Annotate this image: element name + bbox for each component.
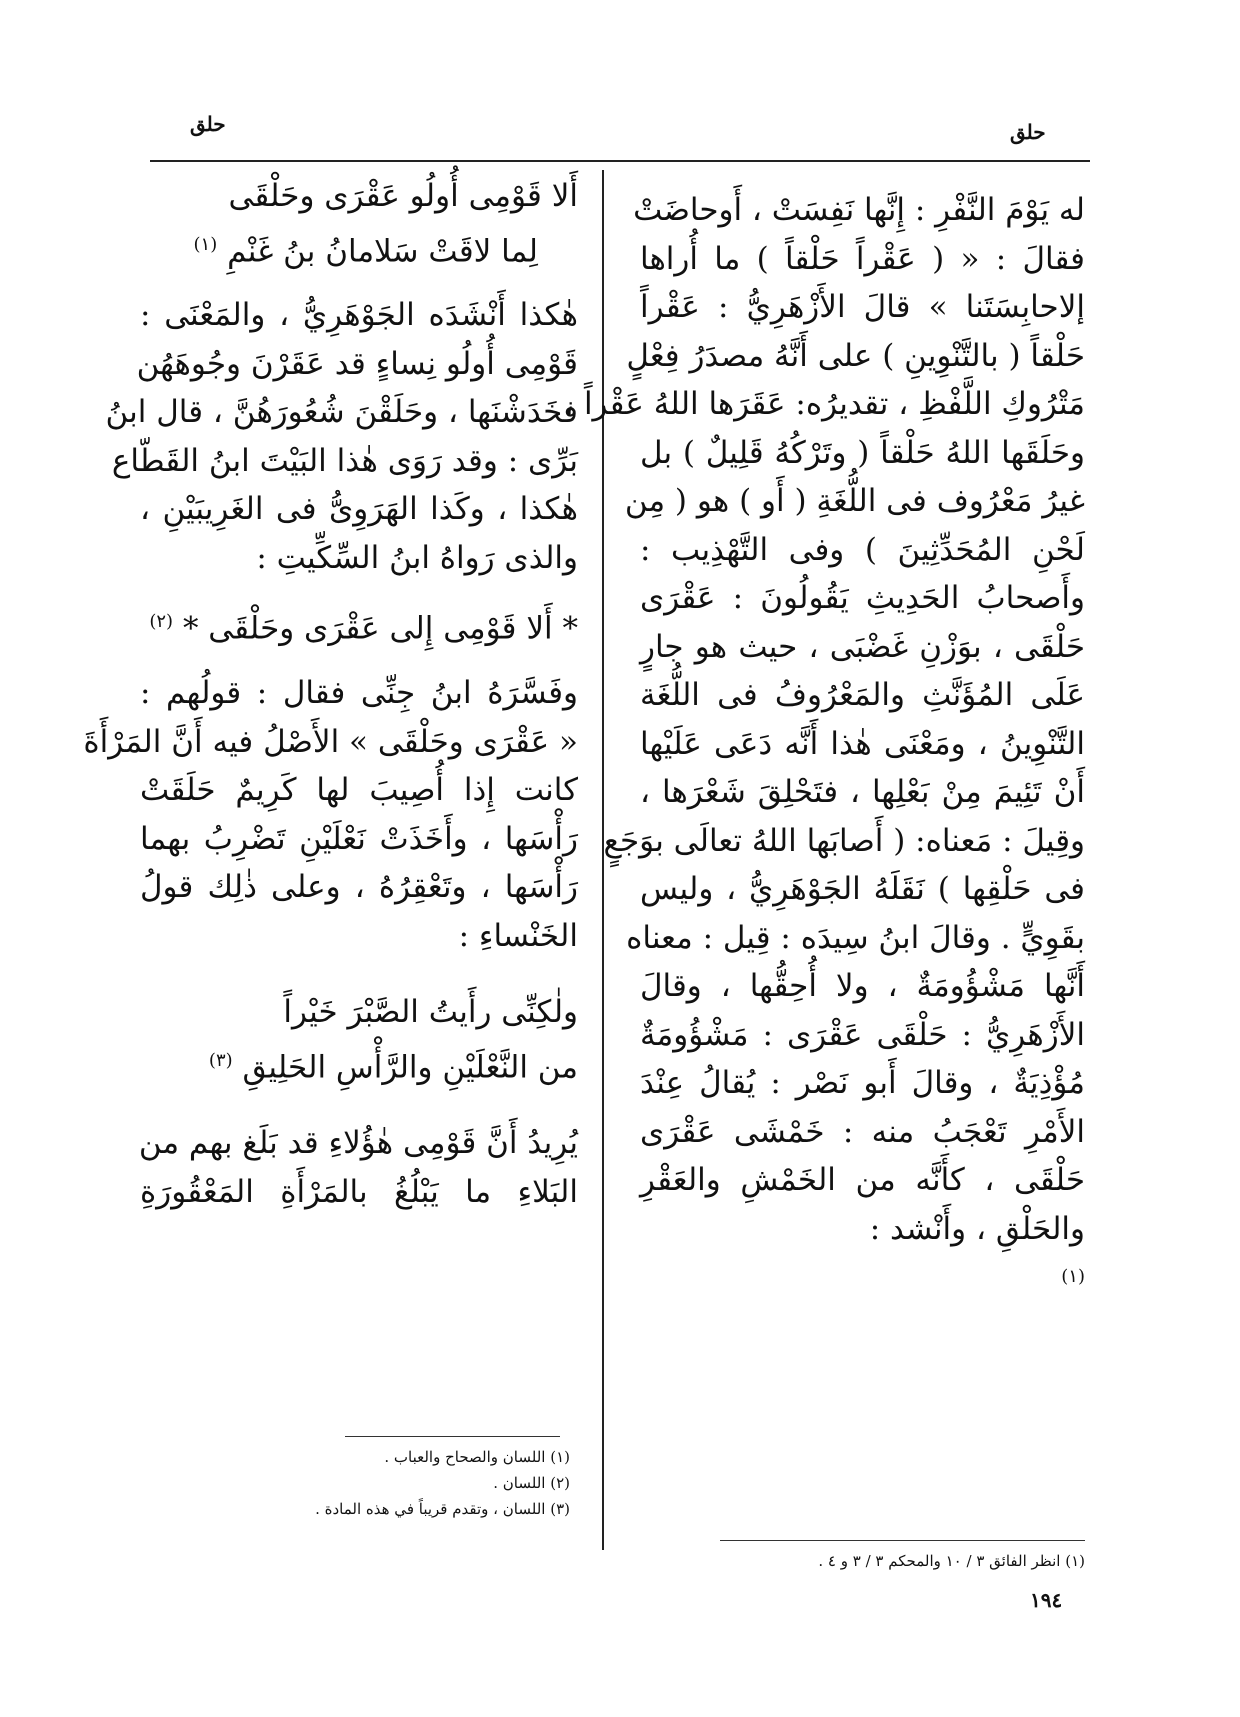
text-line: حَلْقَى ، كأَنَّه من الخَمْشِ والعَقْرِ	[640, 1162, 1085, 1198]
verse-text: من النَّعْلَيْنِ والرَّأْسِ الحَلِيقِ	[242, 1048, 578, 1085]
verse-line: أَلا قَوْمِى أُولُو عَقْرَى وحَلْقَى	[228, 178, 578, 214]
text-line: بَرِّى : وقد رَوَى هٰذا البَيْتَ ابنُ القَطّاع	[111, 442, 578, 479]
text-line: وأَصحابُ الحَدِيثِ يَقُولُونَ : عَقْرَى	[640, 580, 1085, 616]
verse-line	[140, 221, 578, 276]
spacer	[140, 582, 578, 598]
footnote-mark: (٢)	[149, 611, 174, 633]
text-line: البَلاءِ ما يَبْلُغُ بالمَرْأَةِ المَعْقُورَةِ	[140, 1173, 578, 1210]
text-line: فخَدَشْنَها ، وحَلَقْنَ شُعُورَهُنَّ ، قال ابنُ	[105, 394, 578, 431]
verse-line	[140, 1037, 578, 1092]
header-word-left: حلق	[190, 112, 226, 136]
spacer	[140, 275, 578, 291]
text-line: إلاحابِسَتَنا » قالَ الأَزْهَرِيُّ : عَقْراً	[640, 289, 1085, 325]
text-line: الخَنْساءِ :	[458, 917, 578, 954]
text-line: وحَلَقَها اللهُ حَلْقاً ( وتَرْكُهُ قَلِيلٌ ) بل	[640, 434, 1085, 471]
text-line: هٰكذا أَنْشَدَه الجَوْهَرِيُّ ، والمَعْنَى :	[140, 297, 578, 334]
text-line: غيرُ مَعْرُوف فى اللُّغَةِ ( أَو ) هو ( مِن	[624, 483, 1085, 519]
text-line: بقَوِيٍّ . وقالَ ابنُ سِيدَه : قِيل : معناه	[626, 919, 1085, 956]
footnote-rule-right	[720, 1540, 1085, 1541]
text-line: فى حَلْقِها ) نَقَلَهُ الجَوْهَرِيُّ ، وليس	[640, 871, 1085, 907]
footnote: (١) اللسان والصحاح والعباب .	[384, 1448, 570, 1466]
text-line: هٰكذا ، وكَذا الهَرَوِىُّ فى الغَرِيبَيْنِ ،	[140, 491, 578, 528]
verse-line: ولٰكِنِّى رأَيتُ الصَّبْرَ خَيْراً	[283, 994, 578, 1031]
verse-line	[140, 598, 578, 653]
page-number: ١٩٤	[1030, 1588, 1063, 1612]
footnote: (٢) اللسان .	[493, 1474, 570, 1492]
footnote: (١) انظر الفائق ٣ / ١٠ والمحكم ٣ / ٣ و ٤ .	[818, 1552, 1085, 1570]
right-column	[564, 186, 1085, 1308]
verse-text: * أَلا قَوْمِى إِلى عَقْرَى وحَلْقَى *	[182, 610, 578, 647]
header-word-right: حلق	[1010, 120, 1046, 144]
footnote-rule-left	[345, 1436, 560, 1437]
text-line	[640, 962, 1085, 1011]
text-line: له يَوْمَ النَّفْرِ : إِنَّها نَفِسَتْ ، أَوحاضَتْ	[633, 192, 1085, 228]
text-line: وقِيلَ : مَعناه: ( أَصابَها اللهُ تعالَى بوَجَعٍ	[603, 822, 1085, 859]
text-line: أَنْ تَئِيمَ مِنْ بَعْلِها ، فتَحْلِقَ شَعْرَها ،	[640, 774, 1085, 810]
text-line: عَلَى المُؤَنَّثِ والمَعْرُوفُ فى اللُّغَة	[640, 677, 1085, 713]
text-line: مَتْرُوكِ اللَّفْظِ ، تقديرُه: عَقَرَها اللهُ عَقْراً ،	[564, 386, 1085, 422]
text-line: حَلْقاً ( بالتَّنْوِينِ ) على أَنَّهُ مصدَرُ فِعْلٍ	[626, 337, 1085, 374]
footnote-mark: (١)	[1061, 1266, 1085, 1287]
text-line: والذى رَواهُ ابنُ السِّكِّيتِ :	[256, 539, 578, 576]
footnote: (٣) اللسان ، وتقدم قريباً في هذه المادة .	[315, 1500, 570, 1518]
text-line: والحَلْقِ ، وأَنْشد :	[869, 1210, 1085, 1247]
text-line: رَأْسَها ، وتَعْقِرُهُ ، وعلى ذٰلِك قولُ	[140, 869, 578, 906]
text-line: « عَقْرَى وحَلْقَى » الأَصْلُ فيه أَنَّ المَرْأَةَ	[83, 723, 578, 760]
footnotes-left	[150, 1444, 570, 1522]
spacer	[140, 653, 578, 669]
text-line: رَأْسَها ، وأَخَذَتْ نَعْلَيْنِ تَضْرِبُ بهما	[140, 820, 578, 857]
footnote-mark: (٣)	[208, 1049, 233, 1071]
verse-text: لِما لاقَتْ سَلامانُ بنُ غَنْمِ	[227, 232, 538, 269]
text-line: الأَزْهَرِيُّ : حَلْقَى عَقْرَى : مَشْؤُومَةٌ	[640, 1016, 1085, 1053]
footnotes-right	[700, 1548, 1085, 1574]
text-line: كانت إِذا أُصِيبَ لها كَرِيمٌ حَلَقَتْ	[140, 772, 578, 809]
text-line: التَّنْوِينُ ، ومَعْنَى هٰذا أَنَّه دَعَى عَلَيْها	[640, 725, 1085, 762]
text-line-part: أَنَّها مَشْؤُومَةٌ ، ولا أُحِقُّها ، وقالَ	[640, 968, 1085, 1004]
footnote-mark: (١)	[193, 233, 218, 255]
text-line: يُرِيدُ أَنَّ قَوْمِى هٰؤُلاءِ قد بَلَغ بهم من	[138, 1125, 578, 1162]
spacer	[140, 960, 578, 988]
text-line: قَوْمِى أُولُو نِساءٍ قد عَقَرْنَ وجُوهَهُن	[136, 345, 578, 382]
text-line: لَحْنِ المُحَدِّثِينَ ) وفى التَّهْذِيب :	[640, 531, 1085, 568]
text-line: الأَمْرِ تَعْجَبُ منه : خَمْشَى عَقْرَى	[640, 1113, 1085, 1150]
left-column	[83, 172, 578, 1216]
text-line: وفَسَّرَهُ ابنُ جِنِّى فقال : قولُهم :	[140, 675, 578, 712]
spacer	[140, 1091, 578, 1119]
text-line: مُؤْذِيَةٌ ، وقالَ أَبو نَصْر : يُقالُ عِنْدَ	[640, 1065, 1085, 1101]
text-line: فقالَ : « ( عَقْراً حَلْقاً ) ما أُراها	[640, 240, 1085, 277]
header-rule	[150, 160, 1090, 162]
text-line: حَلْقَى ، بوَزْنِ غَضْبَى ، حيث هو جارٍ	[640, 628, 1085, 665]
footnote-reference	[640, 1253, 1085, 1308]
